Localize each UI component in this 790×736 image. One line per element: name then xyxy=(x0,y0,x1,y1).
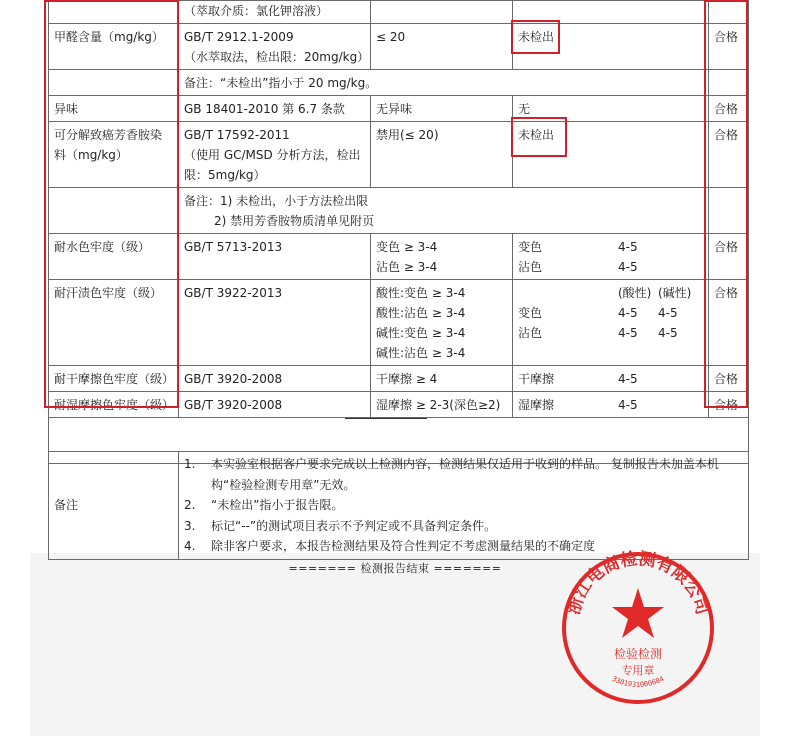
remarks-list xyxy=(179,452,749,560)
result-highlight xyxy=(511,20,560,54)
req-line: 酸性:变色 ≥ 3-4 xyxy=(376,286,466,300)
result-value: 4-5 xyxy=(618,372,638,386)
remark-num: 2. xyxy=(184,498,196,512)
verdict-cell: 合格 xyxy=(709,96,749,122)
item-cell: 耐湿摩擦色牢度（级） xyxy=(49,392,179,418)
requirement-cell xyxy=(371,234,513,280)
note-line: 2) 禁用芳香胺物质清单见附页 xyxy=(214,214,375,228)
seal-company: 浙江电商检测有限公司 xyxy=(563,549,713,617)
verdict-cell: 合格 xyxy=(709,234,749,280)
result-header: (碱性) xyxy=(658,286,692,300)
method-cell: GB 18401-2010 第 6.7 条款 xyxy=(179,96,371,122)
result-value: 4-5 xyxy=(618,306,638,320)
result-cell: 无 xyxy=(513,96,709,122)
result-label: 沾色 xyxy=(518,260,543,274)
note-cell: 备注：“未检出”指小于 20 mg/kg。 xyxy=(179,70,709,96)
method-standard: GB/T 17592-2011 xyxy=(184,128,290,142)
req-line: 沾色 ≥ 3-4 xyxy=(376,260,438,274)
verdict-cell: 合格 xyxy=(709,24,749,70)
requirement-cell: 干摩擦 ≥ 4 xyxy=(371,366,513,392)
result-value: 4-5 xyxy=(618,260,638,274)
result-value: 4-5 xyxy=(618,240,638,254)
remark-text: 除非客户要求，本报告检测结果及符合性判定不考虑测量结果的不确定度 xyxy=(211,539,596,553)
result-label: 变色 xyxy=(518,240,543,254)
requirement-cell xyxy=(371,280,513,366)
remark-num: 3. xyxy=(184,518,196,533)
remark-text: 本实验室根据客户要求完成以上检测内容，检测结果仅适用于收到的样品。 复制报告未加盖本机构“检验检测专用章”无效。 xyxy=(211,457,719,492)
separator-dash xyxy=(345,418,427,419)
remark-text: 标记“--”的测试项目表示不予判定或不具备判定条件。 xyxy=(211,518,497,533)
verdict-column-highlight xyxy=(704,0,748,408)
verdict-cell: 合格 xyxy=(709,122,749,188)
requirement-cell: 无异味 xyxy=(371,96,513,122)
item-cell: 耐水色牢度（级） xyxy=(49,234,179,280)
result-cell: 未检出 xyxy=(513,122,709,188)
item-cell: 甲醛含量（mg/kg） xyxy=(49,24,179,70)
result-cell xyxy=(513,280,709,366)
req-line: 碱性:沾色 ≥ 3-4 xyxy=(376,346,466,360)
result-cell xyxy=(513,392,709,418)
req-line: 碱性:变色 ≥ 3-4 xyxy=(376,326,466,340)
verdict-cell: 合格 xyxy=(709,280,749,366)
method-cell: GB/T 5713-2013 xyxy=(179,234,371,280)
method-cell: GB/T 3920-2008 xyxy=(179,366,371,392)
result-label: 变色 xyxy=(518,306,543,320)
remark-item xyxy=(184,495,743,516)
method-detail: （水萃取法，检出限：20mg/kg） xyxy=(184,50,370,64)
result-value: 4-5 xyxy=(658,306,678,320)
method-cell xyxy=(179,122,371,188)
req-line: 变色 ≥ 3-4 xyxy=(376,240,438,254)
result-line xyxy=(518,237,703,257)
result-cell xyxy=(513,366,709,392)
seal-number: 3301931000684 xyxy=(610,674,666,689)
remark-item xyxy=(184,516,743,537)
method-detail: （使用 GC/MSD 分析方法，检出限：5mg/kg） xyxy=(184,148,361,182)
result-line xyxy=(518,257,703,277)
seal-line2: 专用章 xyxy=(621,664,655,677)
method-cell: GB/T 3920-2008 xyxy=(179,392,371,418)
report-end-text: ======= 检测报告结束 ======= xyxy=(288,562,502,575)
remark-text: “未检出”指小于报告限。 xyxy=(211,498,344,512)
requirement-cell: ≤ 20 xyxy=(371,24,513,70)
requirement-cell: 禁用(≤ 20) xyxy=(371,122,513,188)
item-cell: 耐干摩擦色牢度（级） xyxy=(49,366,179,392)
verdict-cell: 合格 xyxy=(709,366,749,392)
result-header: (酸性) xyxy=(618,286,652,300)
note-cell xyxy=(179,188,709,234)
req-line: 酸性:沾色 ≥ 3-4 xyxy=(376,306,466,320)
method-cell: GB/T 3922-2013 xyxy=(179,280,371,366)
result-value: 4-5 xyxy=(618,326,638,340)
method-cell: （萃取介质：氯化钾溶液） xyxy=(179,1,371,24)
remark-num: 4. xyxy=(184,539,196,553)
result-line xyxy=(518,283,703,303)
note-line: 备注：1) 未检出，小于方法检出限 xyxy=(184,194,369,208)
official-seal xyxy=(558,548,718,708)
result-line xyxy=(518,303,703,323)
remarks-row xyxy=(49,452,749,560)
item-cell: 可分解致癌芳香胺染料（mg/kg） xyxy=(49,122,179,188)
result-value: 4-5 xyxy=(658,326,678,340)
result-label: 湿摩擦 xyxy=(518,398,555,412)
remarks-table xyxy=(48,451,749,560)
result-label: 干摩擦 xyxy=(518,372,555,386)
item-column-highlight xyxy=(44,0,179,408)
remark-num: 1. xyxy=(184,457,196,471)
result-cell xyxy=(513,234,709,280)
result-line xyxy=(518,323,703,343)
result-value: 4-5 xyxy=(618,398,638,412)
method-cell xyxy=(179,24,371,70)
item-cell: 耐汗渍色牢度（级） xyxy=(49,280,179,366)
result-highlight xyxy=(511,117,567,157)
result-label: 沾色 xyxy=(518,326,543,340)
remarks-label: 备注 xyxy=(49,452,179,560)
requirement-cell: 湿摩擦 ≥ 2-3(深色≥2) xyxy=(371,392,513,418)
remark-item xyxy=(184,454,743,495)
seal-line1: 检验检测 xyxy=(613,647,663,661)
requirement-cell xyxy=(371,1,513,24)
verdict-cell: 合格 xyxy=(709,392,749,418)
result-cell: 未检出 xyxy=(513,24,709,70)
item-cell: 异味 xyxy=(49,96,179,122)
seal-star-icon xyxy=(612,588,664,638)
method-standard: GB/T 2912.1-2009 xyxy=(184,30,294,44)
